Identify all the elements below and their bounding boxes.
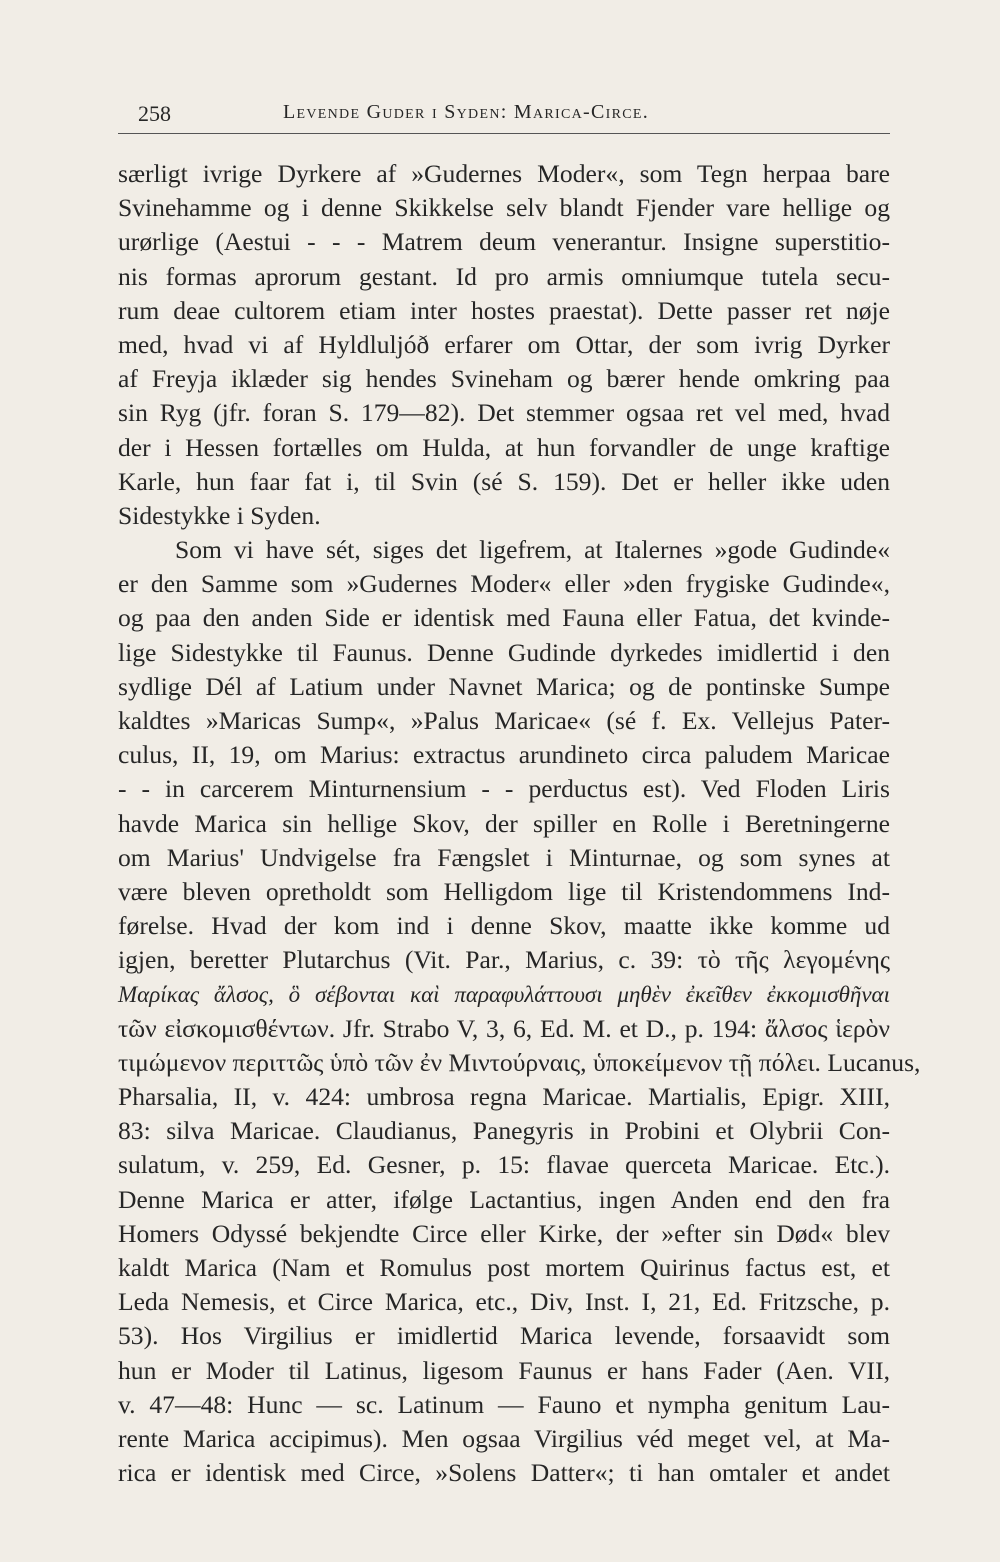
- text-line: τιμώμενον περιττῶς ὑπὸ τῶν ἐν Μιντούρναις, ὑποκείμενον τῇ πόλει. Lucanus,: [118, 1047, 921, 1077]
- body-text: [118, 157, 921, 1490]
- text-line: Svinehamme og i denne Skikkelse selv blandt Fjender vare hellige og: [118, 193, 890, 223]
- text-line: er den Samme som »Gudernes Moder« eller »den frygiske Gudinde«,: [118, 569, 890, 599]
- text-line: Pharsalia, II, v. 424: umbrosa regna Maricae. Martialis, Epigr. XIII,: [118, 1082, 890, 1112]
- text-line: 83: silva Maricae. Claudianus, Panegyris in Probini et Olybrii Con-: [118, 1116, 890, 1146]
- text-line: der i Hessen fortælles om Hulda, at hun forvandler de unge kraftige: [118, 432, 890, 462]
- text-line: sin Ryg (jfr. foran S. 179—82). Det stemmer ogsaa ret vel med, hvad: [118, 398, 890, 428]
- text-line: nis formas aprorum gestant. Id pro armis omniumque tutela secu-: [118, 261, 890, 291]
- text-line: urørlige (Aestui - - - Matrem deum venerantur. Insigne superstitio-: [118, 227, 890, 257]
- text-line: med, hvad vi af Hyldluljóð erfarer om Ottar, der som ivrig Dyrker: [118, 329, 890, 359]
- text-line: hun er Moder til Latinus, ligesom Faunus er hans Fader (Aen. VII,: [118, 1355, 890, 1385]
- text-line: rum deae cultorem etiam inter hostes praestat). Dette passer ret nøje: [118, 295, 890, 325]
- text-line: førelse. Hvad der kom ind i denne Skov, maatte ikke komme ud: [118, 911, 890, 941]
- text-line: havde Marica sin hellige Skov, der spiller en Rolle i Beretningerne: [118, 808, 890, 838]
- text-line: Karle, hun faar fat i, til Svin (sé S. 159). Det er heller ikke uden: [118, 466, 890, 496]
- text-line: og paa den anden Side er identisk med Fauna eller Fatua, det kvinde-: [118, 603, 890, 633]
- text-line: culus, II, 19, om Marius: extractus arundineto circa paludem Maricae: [118, 740, 890, 770]
- greek-text-line: Μαρίκας ἄλσος, ὃ σέβονται καὶ παραφυλάττουσι μηθὲν ἐκεῖθεν ἐκκομισθῆναι: [118, 981, 890, 1007]
- text-line: rica er identisk med Circe, »Solens Datter«; ti han omtaler et andet: [118, 1458, 890, 1488]
- text-line: være bleven opretholdt som Helligdom lige til Kristendommens Ind-: [118, 876, 890, 906]
- text-line: 53). Hos Virgilius er imidlertid Marica levende, forsaavidt som: [118, 1321, 890, 1351]
- running-title: Levende Guder i Syden: Marica-Circe.: [283, 101, 650, 123]
- text-line: kaldt Marica (Nam et Romulus post mortem Quirinus factus est, et: [118, 1253, 890, 1282]
- text-line: rente Marica accipimus). Men ogsaa Virgilius véd meget vel, at Ma-: [118, 1423, 890, 1453]
- page-header: [118, 101, 890, 134]
- text-line: af Freyja iklæder sig hendes Svineham og bærer hende omkring paa: [118, 364, 890, 394]
- text-line: lige Sidestykke til Faunus. Denne Gudinde dyrkedes imidlertid i den: [118, 637, 890, 667]
- page-number: 258: [138, 101, 171, 126]
- text-line: v. 47—48: Hunc — sc. Latinum — Fauno et nympha genitum Lau-: [118, 1389, 890, 1419]
- text-line: sydlige Dél af Latium under Navnet Marica; og de pontinske Sumpe: [118, 671, 890, 701]
- text-line: Denne Marica er atter, ifølge Lactantius, ingen Anden end den fra: [118, 1184, 890, 1214]
- text-line: - - in carcerem Minturnensium - - perductus est). Ved Floden Liris: [118, 774, 890, 804]
- text-line: kaldtes »Maricas Sump«, »Palus Maricae« (sé f. Ex. Vellejus Pater-: [118, 706, 890, 735]
- text-line: Sidestykke i Syden.: [118, 500, 321, 530]
- text-line: særligt ivrige Dyrkere af »Gudernes Moder«, som Tegn herpaa bare: [118, 159, 890, 188]
- text-line: Som vi have sét, siges det ligefrem, at Italernes »gode Gudinde«: [175, 535, 890, 565]
- text-line: om Marius' Undvigelse fra Fængslet i Minturnae, og som synes at: [118, 842, 890, 872]
- text-line: τῶν εἰσκομισθέντων. Jfr. Strabo V, 3, 6, Ed. M. et D., p. 194: ἄλσος ἱερὸν: [118, 1013, 890, 1043]
- text-line: igjen, beretter Plutarchus (Vit. Par., Marius, c. 39: τὸ τῆς λεγομένης: [118, 945, 890, 975]
- text-line: Homers Odyssé bekjendte Circe eller Kirke, der »efter sin Død« blev: [118, 1218, 890, 1248]
- text-line: Leda Nemesis, et Circe Marica, etc., Div, Inst. I, 21, Ed. Fritzsche, p.: [118, 1287, 890, 1317]
- text-line: sulatum, v. 259, Ed. Gesner, p. 15: flavae querceta Maricae. Etc.).: [118, 1150, 890, 1180]
